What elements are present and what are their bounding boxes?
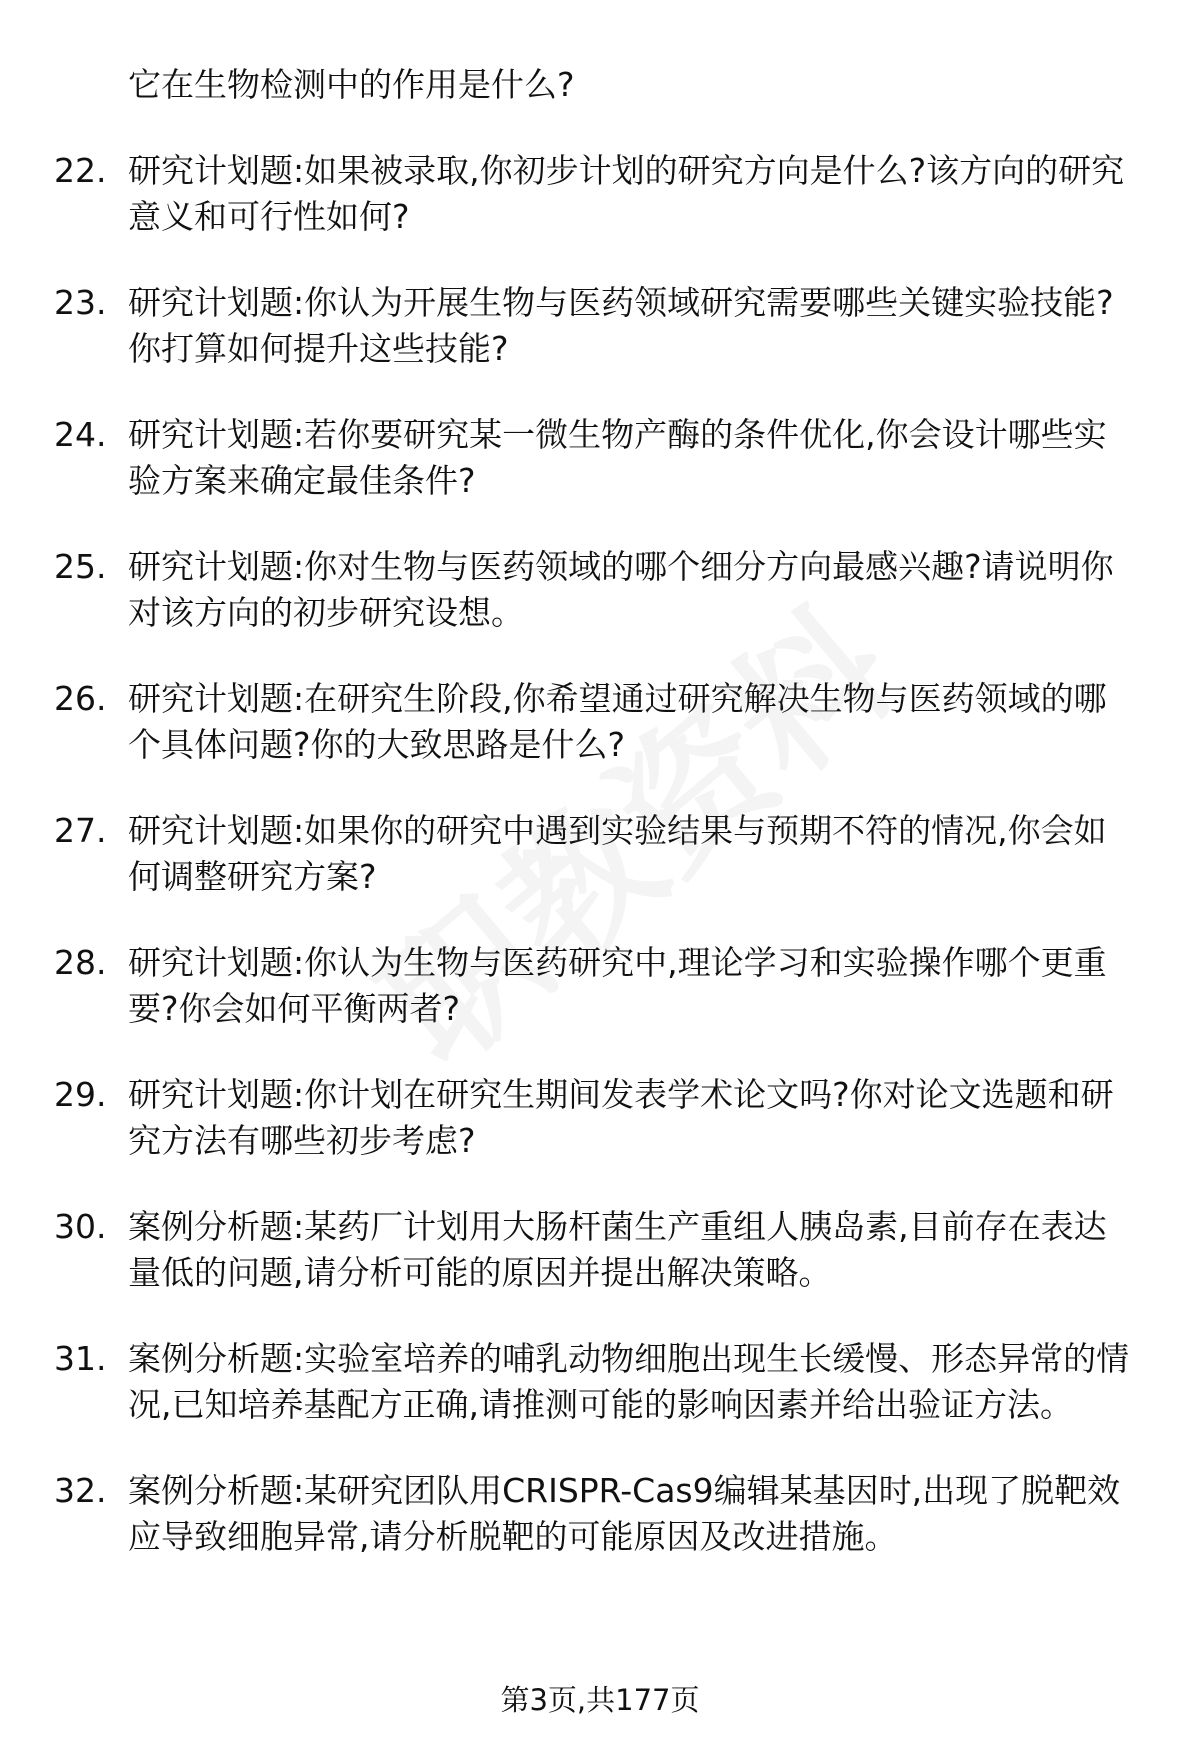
question-text: 研究计划题:如果你的研究中遇到实验结果与预期不符的情况,你会如何调整研究方案?	[128, 811, 1107, 896]
question-list	[54, 62, 1138, 1560]
question-text: 研究计划题:你计划在研究生期间发表学术论文吗?你对论文选题和研究方法有哪些初步考虑?	[128, 1075, 1114, 1160]
question-item	[54, 1468, 1138, 1560]
question-item	[54, 412, 1138, 504]
question-number: 31.	[54, 1339, 107, 1378]
question-text: 研究计划题:在研究生阶段,你希望通过研究解决生物与医药领域的哪个具体问题?你的大致思路是什么?	[128, 679, 1107, 764]
question-number: 30.	[54, 1207, 107, 1246]
question-number: 24.	[54, 415, 107, 454]
question-number: 28.	[54, 943, 107, 982]
question-number: 22.	[54, 151, 107, 190]
question-number: 26.	[54, 679, 107, 718]
page-footer: 第3页,共177页	[500, 1683, 700, 1717]
question-text: 研究计划题:如果被录取,你初步计划的研究方向是什么?该方向的研究意义和可行性如何?	[128, 151, 1125, 236]
question-text: 案例分析题:实验室培养的哺乳动物细胞出现生长缓慢、形态异常的情况,已知培养基配方正确,请推测可能的影响因素并给出验证方法。	[128, 1339, 1130, 1424]
question-number: 27.	[54, 811, 107, 850]
question-item	[54, 808, 1138, 900]
question-item	[54, 148, 1138, 240]
question-number: 32.	[54, 1471, 107, 1510]
question-text: 研究计划题:若你要研究某一微生物产酶的条件优化,你会设计哪些实验方案来确定最佳条件?	[128, 415, 1107, 500]
question-item	[54, 1336, 1138, 1428]
lead-text: 它在生物检测中的作用是什么?	[128, 65, 575, 104]
question-item	[54, 544, 1138, 636]
question-number: 23.	[54, 283, 107, 322]
question-number: 25.	[54, 547, 107, 586]
question-text: 案例分析题:某药厂计划用大肠杆菌生产重组人胰岛素,目前存在表达量低的问题,请分析可能的原因并提出解决策略。	[128, 1207, 1107, 1292]
question-text: 研究计划题:你认为生物与医药研究中,理论学习和实验操作哪个更重要?你会如何平衡两者?	[128, 943, 1107, 1028]
question-item	[54, 280, 1138, 372]
question-item	[54, 676, 1138, 768]
question-text: 研究计划题:你对生物与医药领域的哪个细分方向最感兴趣?请说明你对该方向的初步研究设想。	[128, 547, 1114, 632]
question-item	[54, 1204, 1138, 1296]
question-text: 案例分析题:某研究团队用CRISPR-Cas9编辑某基因时,出现了脱靶效应导致细胞异常,请分析脱靶的可能原因及改进措施。	[128, 1471, 1121, 1556]
question-item	[54, 940, 1138, 1032]
question-number: 29.	[54, 1075, 107, 1114]
question-text: 研究计划题:你认为开展生物与医药领域研究需要哪些关键实验技能?你打算如何提升这些技能?	[128, 283, 1114, 368]
question-item	[54, 1072, 1138, 1164]
